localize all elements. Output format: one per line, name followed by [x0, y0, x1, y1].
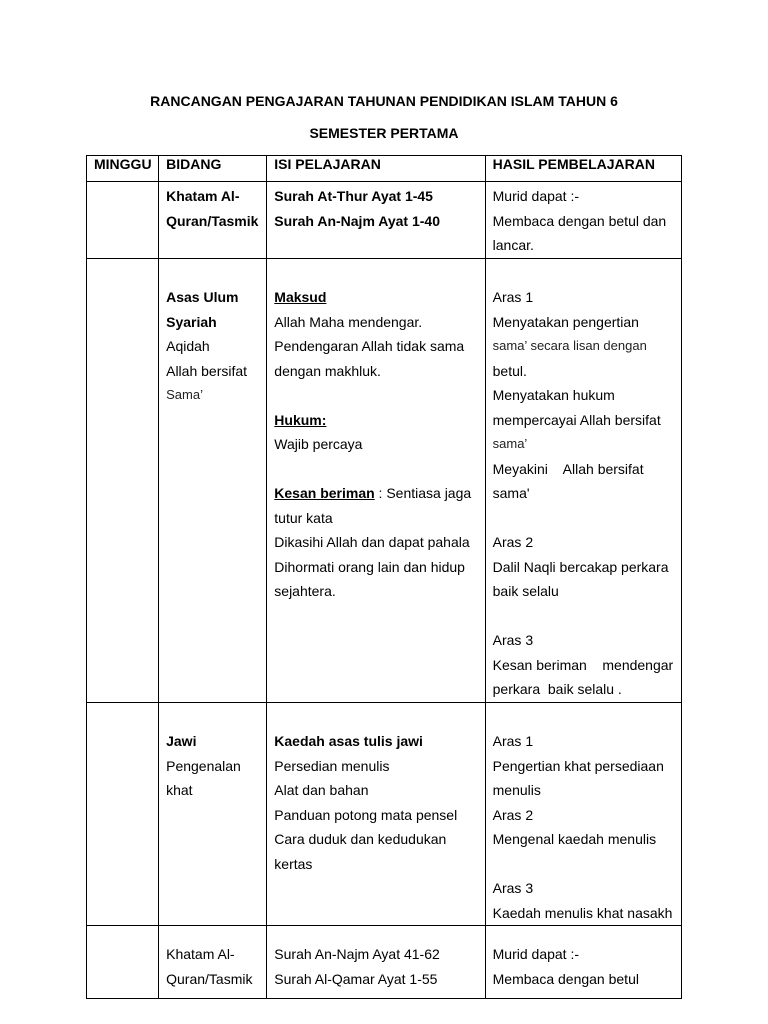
isi-cell [267, 258, 485, 702]
bidang-line: Aqidah [166, 338, 210, 354]
hasil-line: betul. [492, 362, 527, 379]
kesan-line [274, 481, 484, 506]
bidang-line: Asas Ulum [166, 289, 239, 305]
aras-1-label: Aras 1 [492, 733, 534, 749]
isi-cell [267, 182, 485, 259]
minggu-cell [87, 926, 159, 999]
page-subtitle: SEMESTER PERTAMA [309, 125, 459, 141]
hasil-line: menulis [492, 782, 541, 798]
isi-cell [267, 702, 485, 926]
kesan-text: : Sentiasa jaga [374, 485, 472, 501]
hasil-line: Meyakini Allah bersifat [492, 460, 644, 477]
hasil-line: baik selalu [492, 583, 559, 599]
bidang-line: Sama’ [166, 387, 203, 402]
isi-line: Surah Al-Qamar Ayat 1-55 [274, 970, 438, 987]
lesson-plan-table [86, 155, 682, 999]
aras-3-label: Aras 3 [492, 880, 534, 896]
isi-line: Surah At-Thur Ayat 1-45 [274, 188, 433, 204]
hasil-line: sama’ secara lisan dengan [492, 338, 647, 353]
isi-line: Dikasihi Allah dan dapat pahala [274, 534, 470, 550]
aras-3-label: Aras 3 [492, 632, 534, 648]
hasil-line: Membaca dengan betul dan [492, 212, 667, 229]
hasil-line: Kaedah menulis khat nasakh [492, 904, 673, 921]
table-row [87, 182, 682, 259]
isi-line: Allah Maha mendengar. [274, 313, 423, 330]
header-bidang: BIDANG [159, 156, 267, 182]
hasil-line: Pengertian khat persediaan [492, 757, 664, 774]
table-header-row [87, 156, 682, 182]
hasil-line: Murid dapat :- [492, 946, 580, 962]
header-minggu: MINGGU [87, 156, 159, 182]
isi-line: Dihormati orang lain dan hidup [274, 558, 465, 575]
isi-line: sejahtera. [274, 583, 336, 599]
hasil-line: Kesan beriman mendengar [492, 656, 674, 673]
hasil-line: sama' [492, 485, 530, 501]
hasil-line: sama’ [492, 436, 528, 451]
hasil-cell [485, 258, 681, 702]
hasil-line: Membaca dengan betul [492, 970, 639, 987]
isi-line: Surah An-Najm Ayat 41-62 [274, 946, 440, 962]
isi-line: Alat dan bahan [274, 782, 369, 798]
isi-line: Panduan potong mata pensel [274, 806, 458, 823]
hasil-line: Murid dapat :- [492, 188, 580, 204]
isi-line: tutur kata [274, 509, 333, 526]
hukum-heading: Hukum: [274, 411, 327, 428]
bidang-line: Pengenalan [166, 757, 241, 774]
page-title: RANCANGAN PENGAJARAN TAHUNAN PENDIDIKAN ISLAM TAHUN 6 [150, 93, 618, 109]
bidang-cell [159, 182, 267, 259]
hasil-cell [485, 702, 681, 926]
header-hasil-pembelajaran: HASIL PEMBELAJARAN [485, 156, 681, 182]
hasil-line: Dalil Naqli bercakap perkara [492, 558, 669, 575]
hasil-line: Menyatakan hukum [492, 387, 615, 403]
hasil-line: Mengenal kaedah menulis [492, 831, 657, 847]
bidang-cell [159, 702, 267, 926]
aras-2-label: Aras 2 [492, 534, 534, 550]
hasil-cell [485, 182, 681, 259]
hasil-line: lancar. [492, 237, 534, 253]
aras-2-label: Aras 2 [492, 806, 534, 823]
bidang-line: Allah bersifat [166, 362, 248, 379]
minggu-cell [87, 182, 159, 259]
isi-cell [267, 926, 485, 999]
hasil-line: Menyatakan pengertian [492, 313, 639, 330]
isi-heading: Kaedah asas tulis jawi [274, 733, 423, 749]
header-isi-pelajaran: ISI PELAJARAN [267, 156, 485, 182]
minggu-cell [87, 702, 159, 926]
bidang-cell [159, 926, 267, 999]
isi-line: dengan makhluk. [274, 362, 381, 379]
isi-line: kertas [274, 855, 313, 872]
table-row [87, 258, 682, 702]
isi-line: Persedian menulis [274, 757, 390, 774]
bidang-line: Quran/Tasmik [166, 212, 259, 229]
aras-1-label: Aras 1 [492, 289, 534, 305]
table-row [87, 926, 682, 999]
isi-line: Surah An-Najm Ayat 1-40 [274, 212, 440, 229]
bidang-line: Khatam Al- [166, 946, 235, 962]
hasil-line: mempercayai Allah bersifat [492, 411, 661, 428]
kesan-heading: Kesan beriman [274, 485, 375, 501]
hasil-cell [485, 926, 681, 999]
bidang-cell [159, 258, 267, 702]
table-row [87, 702, 682, 926]
bidang-line: Khatam Al- [166, 188, 240, 204]
isi-line: Cara duduk dan kedudukan [274, 831, 447, 847]
isi-line: Wajib percaya [274, 436, 363, 452]
bidang-line: Jawi [166, 733, 197, 749]
minggu-cell [87, 258, 159, 702]
bidang-line: Quran/Tasmik [166, 970, 253, 987]
isi-line: Pendengaran Allah tidak sama [274, 338, 465, 354]
bidang-line: Syariah [166, 313, 217, 330]
hasil-line: perkara baik selalu . [492, 681, 622, 697]
bidang-line: khat [166, 782, 193, 798]
maksud-heading: Maksud [274, 289, 327, 305]
